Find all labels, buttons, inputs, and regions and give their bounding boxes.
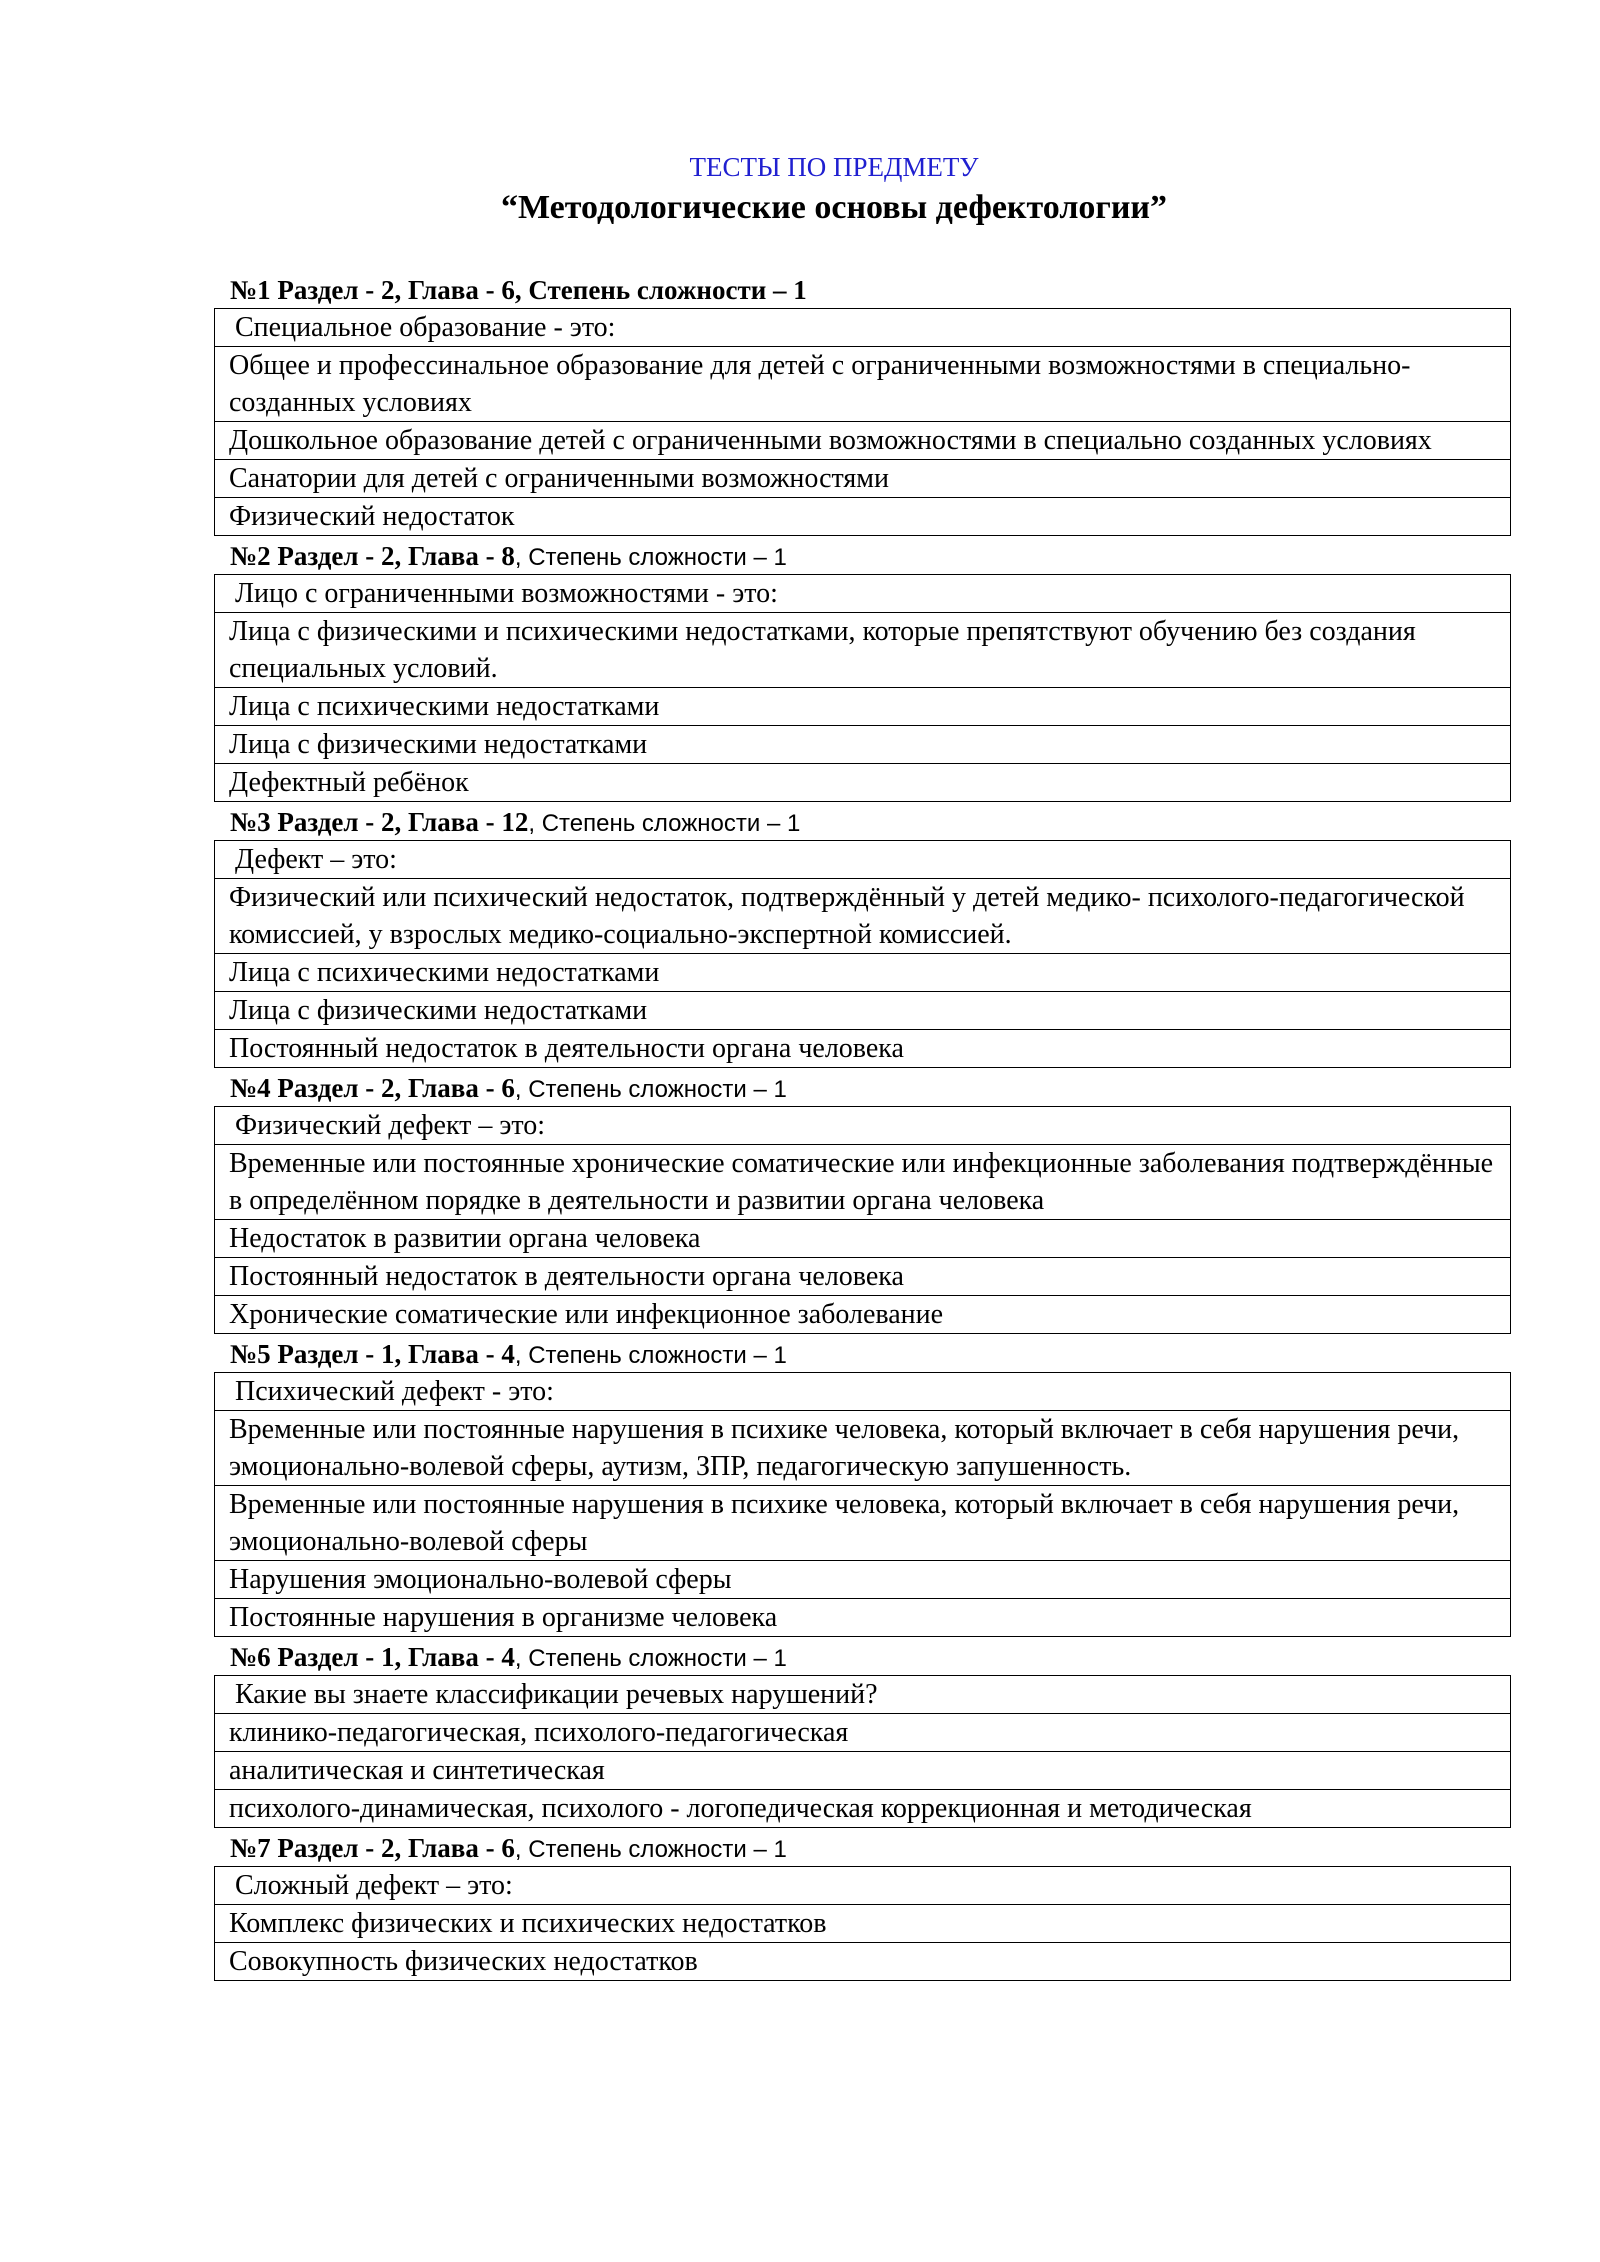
answer-option: Санатории для детей с ограниченными возможностями <box>215 460 1511 498</box>
answer-option: Лица с психическими недостатками <box>215 688 1511 726</box>
question-table <box>214 308 1511 536</box>
answer-row <box>215 1714 1511 1752</box>
answer-row <box>215 347 1511 422</box>
question-number: №1 Раздел - 2, Глава - 6, <box>230 275 522 305</box>
question-header <box>214 802 1511 840</box>
answer-option: Постоянный недостаток в деятельности органа человека <box>215 1030 1511 1068</box>
answer-row <box>215 1220 1511 1258</box>
question-header <box>214 536 1511 574</box>
answer-row <box>215 1486 1511 1561</box>
answer-row <box>215 688 1511 726</box>
question-text: Дефект – это: <box>215 841 1511 879</box>
answer-row <box>215 1943 1511 1981</box>
question-header <box>214 270 1511 308</box>
answer-row <box>215 992 1511 1030</box>
answer-option: Хронические соматические или инфекционное заболевание <box>215 1296 1511 1334</box>
question-text: Физический дефект – это: <box>215 1107 1511 1145</box>
answer-row <box>215 460 1511 498</box>
answer-option: Временные или постоянные нарушения в психике человека, который включает в себя нарушения речи, эмоционально-волевой сферы, аутизм, ЗПР, педагогическую запушенность. <box>215 1411 1511 1486</box>
answer-option: Лица с физическими недостатками <box>215 726 1511 764</box>
question-header <box>214 1637 1511 1675</box>
answer-row <box>215 1145 1511 1220</box>
answer-option: Дошкольное образование детей с ограниченными возможностями в специально созданных условиях <box>215 422 1511 460</box>
question-number: №4 Раздел - 2, Глава - 6 <box>230 1073 515 1103</box>
answer-option: Совокупность физических недостатков <box>215 1943 1511 1981</box>
difficulty-label: , Степень сложности – 1 <box>514 1836 787 1863</box>
question-table <box>214 1106 1511 1334</box>
answer-row <box>215 1905 1511 1943</box>
answer-option: психолого-динамическая, психолого - логопедическая коррекционная и методическая <box>215 1790 1511 1828</box>
answer-row <box>215 1411 1511 1486</box>
answer-option: Физический недостаток <box>215 498 1511 536</box>
answer-row <box>215 1296 1511 1334</box>
answer-row <box>215 879 1511 954</box>
difficulty-label: , Степень сложности – 1 <box>528 810 801 837</box>
question-number: №6 Раздел - 1, Глава - 4 <box>230 1642 515 1672</box>
answer-option: Постоянный недостаток в деятельности органа человека <box>215 1258 1511 1296</box>
question-number: №7 Раздел - 2, Глава - 6 <box>230 1833 515 1863</box>
answer-option: Дефектный ребёнок <box>215 764 1511 802</box>
question-table <box>214 1866 1511 1981</box>
question-table <box>214 574 1511 802</box>
answer-row <box>215 613 1511 688</box>
question-header <box>214 1068 1511 1106</box>
subject-label: ТЕСТЫ ПО ПРЕДМЕТУ <box>689 152 979 182</box>
question-number: №2 Раздел - 2, Глава - 8 <box>230 541 515 571</box>
question-row <box>215 1373 1511 1411</box>
question-header <box>214 1828 1511 1866</box>
answer-option: Временные или постоянные хронические соматические или инфекционные заболевания подтверждённые в определённом порядке в деятельности и развитии органа человека <box>215 1145 1511 1220</box>
answer-option: аналитическая и синтетическая <box>215 1752 1511 1790</box>
answer-option: Недостаток в развитии органа человека <box>215 1220 1511 1258</box>
difficulty-label: , Степень сложности – 1 <box>514 1342 787 1369</box>
question-row <box>215 575 1511 613</box>
answer-row <box>215 764 1511 802</box>
question-table <box>214 1372 1511 1637</box>
question-row <box>215 309 1511 347</box>
question-text: Психический дефект - это: <box>215 1373 1511 1411</box>
question-number: №3 Раздел - 2, Глава - 12 <box>230 807 529 837</box>
answer-option: Общее и профессинальное образование для детей с ограниченными возможностями в специально-созданных условиях <box>215 347 1511 422</box>
difficulty-label: , Степень сложности – 1 <box>514 1076 787 1103</box>
answer-option: Комплекс физических и психических недостатков <box>215 1905 1511 1943</box>
answer-row <box>215 1752 1511 1790</box>
document-title: “Методологические основы дефектологии” <box>500 189 1168 226</box>
page-header <box>0 150 1600 230</box>
question-header <box>214 1334 1511 1372</box>
answer-option: Нарушения эмоционально-волевой сферы <box>215 1561 1511 1599</box>
answer-row <box>215 422 1511 460</box>
question-text: Сложный дефект – это: <box>215 1867 1511 1905</box>
answer-option: Постоянные нарушения в организме человека <box>215 1599 1511 1637</box>
difficulty-label: , Степень сложности – 1 <box>514 544 787 571</box>
answer-option: Лица с физическими и психическими недостатками, которые препятствуют обучению без создания специальных условий. <box>215 613 1511 688</box>
answer-option: Лица с психическими недостатками <box>215 954 1511 992</box>
answer-option: Физический или психический недостаток, подтверждённый у детей медико- психолого-педагогической комиссией, у взрослых медико-социально-экспертной комиссией. <box>215 879 1511 954</box>
question-table <box>214 1675 1511 1828</box>
answer-row <box>215 954 1511 992</box>
answer-option: Лица с физическими недостатками <box>215 992 1511 1030</box>
question-table <box>214 840 1511 1068</box>
answer-option: Временные или постоянные нарушения в психике человека, который включает в себя нарушения речи, эмоционально-волевой сферы <box>215 1486 1511 1561</box>
difficulty-label: Степень сложности – 1 <box>521 275 807 305</box>
answer-option: клинико-педагогическая, психолого-педагогическая <box>215 1714 1511 1752</box>
difficulty-label: , Степень сложности – 1 <box>514 1645 787 1672</box>
question-number: №5 Раздел - 1, Глава - 4 <box>230 1339 515 1369</box>
question-row <box>215 1107 1511 1145</box>
answer-row <box>215 1030 1511 1068</box>
answer-row <box>215 726 1511 764</box>
answer-row <box>215 1599 1511 1637</box>
answer-row <box>215 1258 1511 1296</box>
question-text: Лицо с ограниченными возможностями - это: <box>215 575 1511 613</box>
answer-row <box>215 498 1511 536</box>
question-text: Специальное образование - это: <box>215 309 1511 347</box>
question-row <box>215 1867 1511 1905</box>
answer-row <box>215 1561 1511 1599</box>
question-row <box>215 1676 1511 1714</box>
test-list <box>214 270 1511 1981</box>
question-text: Какие вы знаете классификации речевых нарушений? <box>215 1676 1511 1714</box>
answer-row <box>215 1790 1511 1828</box>
question-row <box>215 841 1511 879</box>
